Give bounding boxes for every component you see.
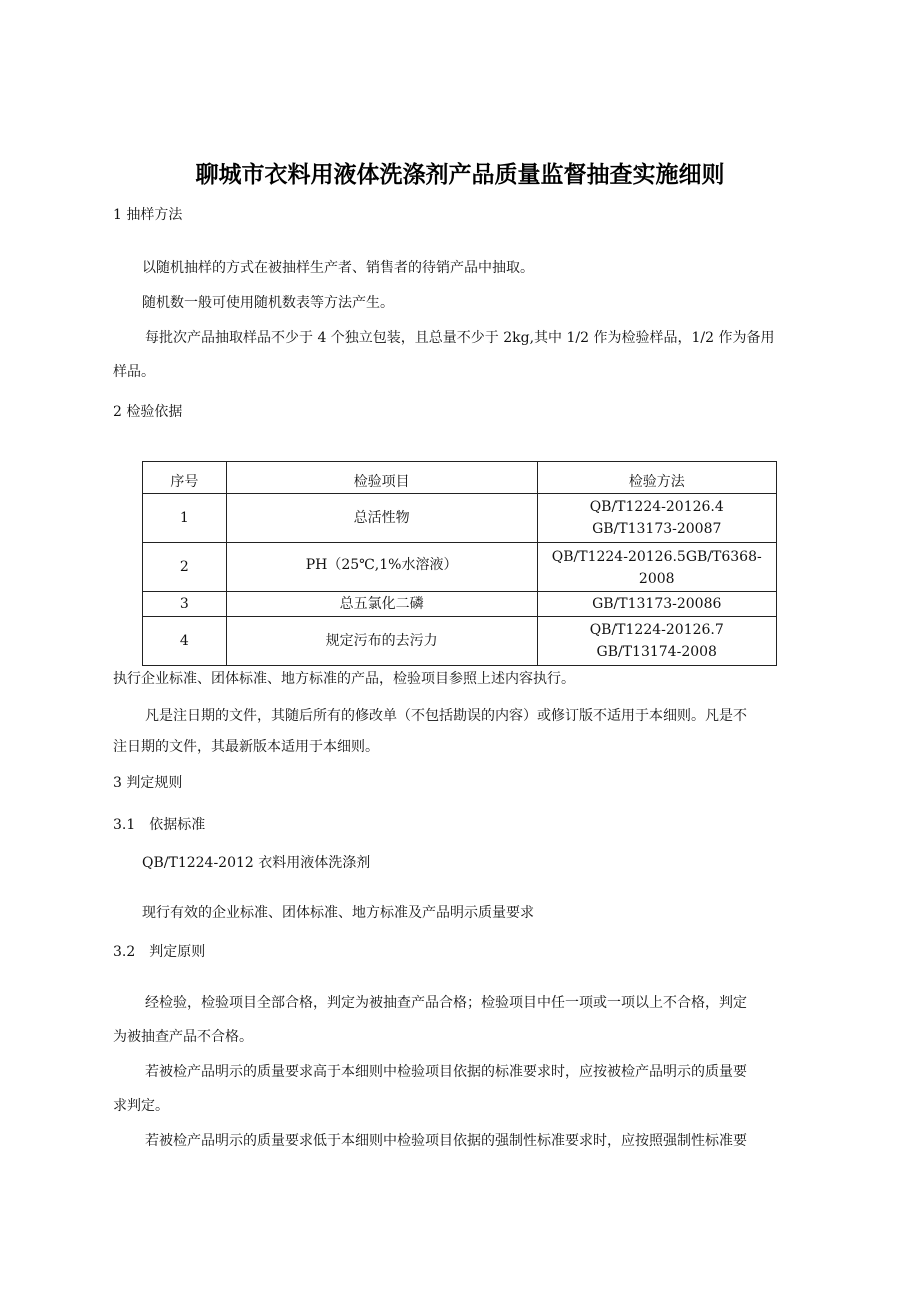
section-3-heading: 3 判定规则 <box>113 775 183 791</box>
section-3-1-paragraph-1: QB/T1224-2012 衣料用液体洗涤剂 <box>142 855 371 871</box>
section-2-paragraph-line-2: 注日期的文件，其最新版本适用于本细则。 <box>113 739 379 755</box>
row-method <box>537 543 777 592</box>
row-no: 4 <box>143 617 227 666</box>
row-no: 3 <box>143 592 227 617</box>
method-line: QB/T1224-20126.7 <box>589 622 724 638</box>
table-header-row <box>143 462 777 494</box>
section-3-2-paragraph-2-line-1: 若被检产品明示的质量要求高于本细则中检验项目依据的标准要求时，应按被检产品明示的质量要 <box>145 1064 747 1080</box>
section-1-paragraph-1: 以随机抽样的方式在被抽样生产者、销售者的待销产品中抽取。 <box>142 260 534 276</box>
section-1-paragraph-3-line-2: 样品。 <box>113 364 155 380</box>
header-no: 序号 <box>143 462 227 494</box>
method-line: QB/T1224-20126.4 <box>589 499 724 515</box>
section-1-paragraph-2: 随机数一般可使用随机数表等方法产生。 <box>142 295 394 311</box>
section-2-paragraph-line-1: 凡是注日期的文件，其随后所有的修改单（不包括勘误的内容）或修订版不适用于本细则。凡是不 <box>145 708 747 724</box>
method-line: GB/T13173-20086 <box>592 596 722 612</box>
header-item: 检验项目 <box>226 462 537 494</box>
row-method <box>537 494 777 543</box>
table-row <box>143 617 777 666</box>
section-1-paragraph-3-line-1: 每批次产品抽取样品不少于 4 个独立包装，且总量不少于 2kg,其中 1/2 作为检验样品，1/2 作为备用 <box>145 330 775 346</box>
section-3-2-paragraph-1-line-1: 经检验，检验项目全部合格，判定为被抽查产品合格；检验项目中任一项或一项以上不合格，判定 <box>145 995 747 1011</box>
method-line: QB/T1224-20126.5GB/T6368-2008 <box>551 549 762 587</box>
row-item: 规定污布的去污力 <box>226 617 537 666</box>
section-3-2-paragraph-1-line-2: 为被抽查产品不合格。 <box>113 1029 253 1045</box>
table-row <box>143 543 777 592</box>
table-row <box>143 592 777 617</box>
row-method <box>537 617 777 666</box>
method-line: GB/T13173-20087 <box>592 521 722 537</box>
section-2-heading: 2 检验依据 <box>113 404 183 420</box>
header-method: 检验方法 <box>537 462 777 494</box>
section-2-note: 执行企业标准、团体标准、地方标准的产品，检验项目参照上述内容执行。 <box>113 671 575 687</box>
table-row <box>143 494 777 543</box>
section-3-2-paragraph-3-line-1: 若被检产品明示的质量要求低于本细则中检验项目依据的强制性标准要求时，应按照强制性标准要 <box>145 1133 747 1149</box>
section-3-2-heading: 3.2 判定原则 <box>113 944 206 960</box>
row-no: 1 <box>143 494 227 543</box>
section-1-heading: 1 抽样方法 <box>113 207 183 223</box>
document-title: 聊城市衣料用液体洗涤剂产品质量监督抽查实施细则 <box>195 162 725 188</box>
row-item: PH（25℃,1%水溶液） <box>226 543 537 592</box>
row-item: 总活性物 <box>226 494 537 543</box>
inspection-basis-table <box>142 461 777 666</box>
section-3-2-paragraph-2-line-2: 求判定。 <box>113 1098 169 1114</box>
method-line: GB/T13174-2008 <box>596 644 717 660</box>
row-method <box>537 592 777 617</box>
section-3-1-heading: 3.1 依据标准 <box>113 817 206 833</box>
row-item: 总五氯化二磷 <box>226 592 537 617</box>
row-no: 2 <box>143 543 227 592</box>
section-3-1-paragraph-2: 现行有效的企业标准、团体标准、地方标准及产品明示质量要求 <box>142 905 534 921</box>
